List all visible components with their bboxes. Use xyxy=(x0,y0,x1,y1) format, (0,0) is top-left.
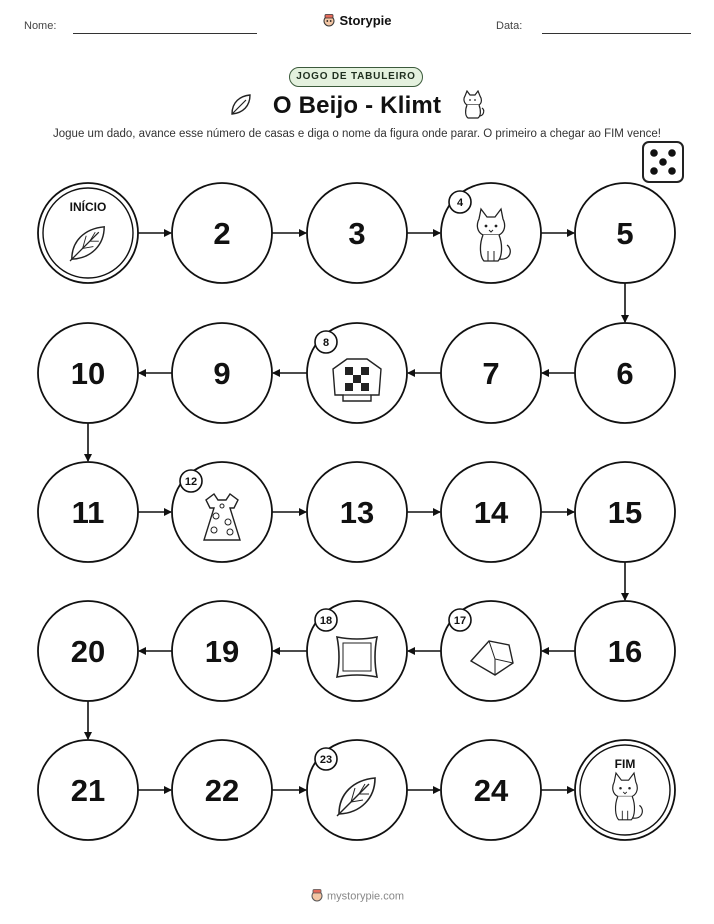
board-space-5[interactable] xyxy=(575,183,675,283)
board-space-20[interactable] xyxy=(38,601,138,701)
space-number: 10 xyxy=(70,356,106,391)
dice-pip xyxy=(668,149,676,157)
board-space-22[interactable] xyxy=(172,740,272,840)
instructions: Jogue um dado, avance esse número de casas e diga o nome da figura onde parar. O primeiro a chegar ao FIM vence! xyxy=(53,128,661,140)
space-number: 2 xyxy=(213,216,231,251)
space-number: 13 xyxy=(339,495,375,530)
dice-icon[interactable] xyxy=(643,142,683,182)
board-space-15[interactable] xyxy=(575,462,675,562)
board-space-19[interactable] xyxy=(172,601,272,701)
board-space-23[interactable] xyxy=(307,740,407,840)
pillow-icon xyxy=(337,637,377,677)
name-label: Nome: xyxy=(24,20,57,32)
space-number: 19 xyxy=(204,634,240,669)
space-number: 22 xyxy=(204,773,240,808)
dice-pip xyxy=(668,167,676,175)
board-space-16[interactable] xyxy=(575,601,675,701)
space-number: 21 xyxy=(70,773,106,808)
space-number: 9 xyxy=(213,356,231,391)
page-title: O Beijo - Klimt xyxy=(272,92,442,119)
space-number: 6 xyxy=(616,356,634,391)
game-badge: JOGO DE TABULEIRO xyxy=(289,67,423,87)
board-space-13[interactable] xyxy=(307,462,407,562)
space-number: 20 xyxy=(70,634,106,669)
board-space-14[interactable] xyxy=(441,462,541,562)
footer xyxy=(0,888,714,905)
board-space-12[interactable] xyxy=(172,462,272,562)
board-space-8[interactable] xyxy=(307,323,407,423)
storypie-mascot-icon xyxy=(310,888,324,905)
board-space-2[interactable] xyxy=(172,183,272,283)
space-number: 14 xyxy=(473,495,509,530)
footer-url: mystorypie.com xyxy=(326,890,405,903)
board-space-21[interactable] xyxy=(38,740,138,840)
board-space-24[interactable] xyxy=(441,740,541,840)
board-space-1[interactable] xyxy=(38,183,138,283)
space-number: 3 xyxy=(348,216,366,251)
date-label: Data: xyxy=(496,20,523,32)
space-number: 24 xyxy=(473,773,509,808)
space-number: 7 xyxy=(482,356,500,391)
board-spaces xyxy=(38,183,675,840)
end-label: FIM xyxy=(614,757,636,771)
space-number: 16 xyxy=(607,634,643,669)
board-space-4[interactable] xyxy=(441,183,541,283)
space-number: 5 xyxy=(616,216,634,251)
space-number: 11 xyxy=(71,495,105,530)
board-space-9[interactable] xyxy=(172,323,272,423)
space-number-badge: 12 xyxy=(184,476,198,488)
board-space-11[interactable] xyxy=(38,462,138,562)
sweater-icon xyxy=(333,359,381,401)
space-number-badge: 18 xyxy=(319,615,333,627)
brand-name: Storypie xyxy=(339,13,392,28)
space-number-badge: 17 xyxy=(453,615,467,627)
board-space-18[interactable] xyxy=(307,601,407,701)
board-space-25[interactable] xyxy=(575,740,675,840)
space-number: 15 xyxy=(607,495,643,530)
dice-pip xyxy=(650,149,658,157)
board-space-17[interactable] xyxy=(441,601,541,701)
board-space-6[interactable] xyxy=(575,323,675,423)
board-space-7[interactable] xyxy=(441,323,541,423)
space-number-badge: 8 xyxy=(322,337,330,349)
board-space-10[interactable] xyxy=(38,323,138,423)
space-number-badge: 4 xyxy=(456,197,464,209)
dice-pip xyxy=(659,158,667,166)
board-space-3[interactable] xyxy=(307,183,407,283)
start-label: INÍCIO xyxy=(69,200,107,214)
dice-pip xyxy=(650,167,658,175)
space-number-badge: 23 xyxy=(319,754,333,766)
